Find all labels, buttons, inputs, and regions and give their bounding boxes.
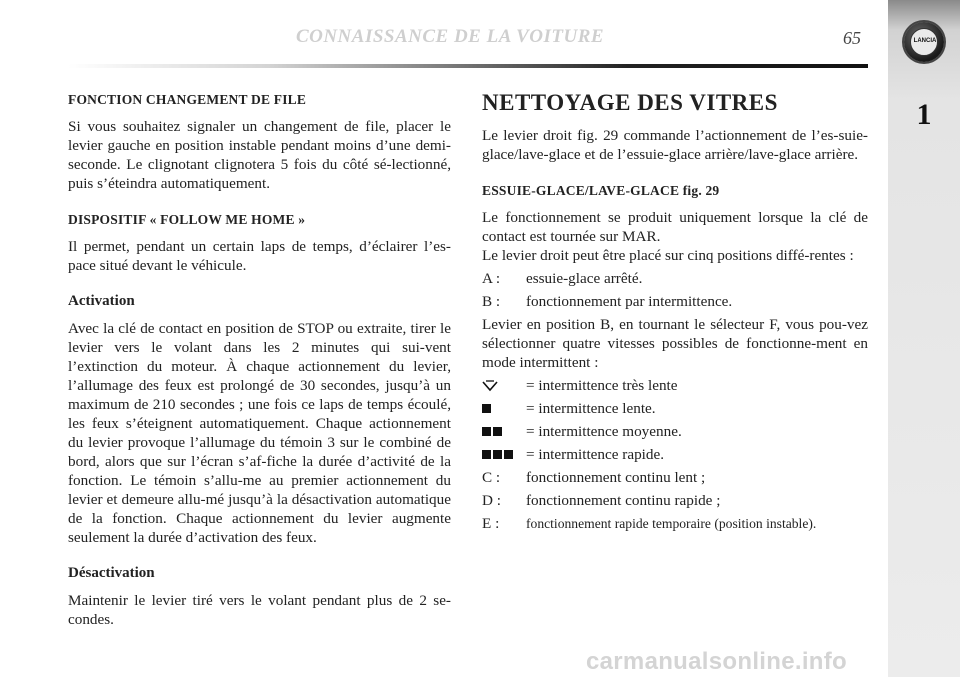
two-blocks-icon — [482, 422, 526, 441]
list-item — [482, 445, 868, 464]
position-key: D : — [482, 492, 501, 509]
one-block-icon — [482, 399, 526, 418]
list-item — [482, 422, 868, 441]
position-text: essuie-glace arrêté. — [526, 270, 643, 287]
position-text: fonctionnement continu lent ; — [526, 469, 706, 486]
speed-text: = intermittence rapide. — [526, 446, 665, 463]
list-item — [482, 514, 868, 533]
list-item — [482, 491, 868, 510]
speed-text: = intermittence moyenne. — [526, 423, 682, 440]
page-header-title: CONNAISSANCE DE LA VOITURE — [295, 26, 605, 47]
list-item — [482, 468, 868, 487]
paragraph-operation: Le fonctionnement se produit uniquement lorsque la clé de contact est tournée sur MAR. — [482, 209, 868, 245]
logo-inner — [910, 28, 938, 56]
paragraph-intro: Le levier droit fig. 29 commande l’actionnement de l’es-suie-glace/lave-glace et de l’essuie-glace arrière/lave-glace arrière. — [482, 127, 868, 163]
paragraph-activation: Avec la clé de contact en position de STOP ou extraite, tirer le levier vers le volant dans les 2 minutes qui sui-vent l’extinction du moteur. À chaque actionnement du levier, l’allumage des feux est prolongé de 30 secondes, jusqu’à un maximum de 210 secondes ; une fois ce laps de temps écoulé, les feux s’éteignent automatiquement. Chaque actionnement du levier provoque l’allumage du témoin 3 sur le combiné de bord, alors que sur l’écran s’af-fiche la durée d’activité de la fonction. Le témoin s’allu-me au premier actionnement du levier et demeure allu-mé jusqu’à la désactivation automatique de la fonction. Chaque actionnement du levier augmente seulement la durée d’activation des feux. — [68, 320, 451, 546]
paragraph-lane-change: Si vous souhaitez signaler un changement de file, placer le levier gauche en position instable pendant moins d’une demi-seconde. Le clignotant clignotera 5 fois du côté sé-lectionné, puis s’éteindra automatiquement. — [68, 118, 451, 192]
chapter-number: 1 — [916, 98, 932, 131]
paragraph-deactivation: Maintenir le levier tiré vers le volant pendant plus de 2 se-condes. — [68, 592, 451, 628]
logo-text: LANCIA — [913, 38, 937, 44]
speed-text: = intermittence très lente — [526, 377, 678, 394]
position-text: fonctionnement par intermittence. — [526, 293, 733, 310]
section-heading-wiper-washer: ESSUIE-GLACE/LAVE-GLACE fig. 29 — [482, 183, 720, 198]
position-key: A : — [482, 270, 501, 287]
section-heading-activation: Activation — [68, 293, 135, 309]
page-number: 65 — [843, 28, 861, 48]
position-text: fonctionnement rapide temporaire (position instable). — [526, 516, 817, 531]
section-heading-follow-me-home: DISPOSITIF « FOLLOW ME HOME » — [68, 212, 306, 227]
wiper-icon — [482, 376, 526, 395]
right-column — [482, 90, 868, 537]
speed-text: = intermittence lente. — [526, 400, 656, 417]
watermark: carmanualsonline.info — [586, 648, 848, 675]
list-item — [482, 376, 868, 395]
position-key: E : — [482, 515, 500, 532]
section-heading-deactivation: Désactivation — [68, 565, 155, 581]
paragraph-positions: Le levier droit peut être placé sur cinq positions diffé-rentes : — [482, 247, 854, 264]
section-heading-lane-change: FONCTION CHANGEMENT DE FILE — [68, 92, 307, 107]
position-key: B : — [482, 293, 501, 310]
paragraph-follow-me-home: Il permet, pendant un certain laps de temps, d’éclairer l’es-pace situé devant le véhicule. — [68, 238, 451, 274]
position-text: fonctionnement continu rapide ; — [526, 492, 721, 509]
paragraph-intermittent: Levier en position B, en tournant le sélecteur F, vous pou-vez sélectionner quatre vitesses possibles de fonctionne-ment en mode intermittent : — [482, 316, 868, 371]
header-rule — [68, 64, 868, 68]
lancia-logo-icon — [904, 22, 944, 62]
left-column — [68, 90, 451, 629]
three-blocks-icon — [482, 445, 526, 464]
position-key: C : — [482, 469, 501, 486]
list-item — [482, 269, 868, 288]
section-title-window-cleaning: NETTOYAGE DES VITRES — [482, 90, 778, 115]
list-item — [482, 399, 868, 418]
list-item — [482, 292, 868, 311]
